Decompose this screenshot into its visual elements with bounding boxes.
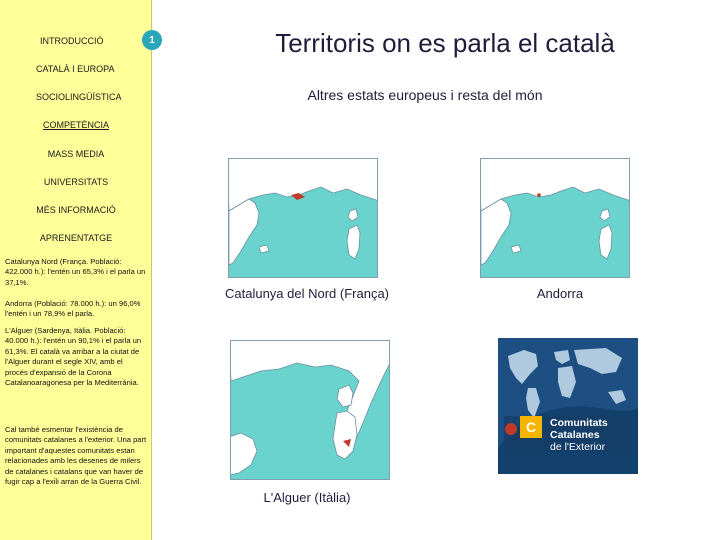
text-andorra: Andorra (Població: 78.000 h.): un 96,0% l'entén i un 78,9% el parla. [5,299,141,319]
nav-sociolinguistica[interactable]: SOCIOLINGÜÍSTICA [36,92,122,102]
text-comunitats-exterior: Cal també esmentar l'existència de comunitats catalanes a l'exterior. Una part important d'aquestes comunitats estan relacionades amb les desenes de milers de catalanes i catalans que van haver de fugir cap a l'exili arran de la Guerra Civil. [5,425,147,487]
logo-red-dot [505,423,517,435]
page-number-badge: 1 [142,30,162,50]
nav-catala-i-europa[interactable]: CATALÀ I EUROPA [36,64,115,74]
world-map-icon [498,338,638,474]
logo-text-line2: Catalanes [550,429,600,441]
nav-mass-media[interactable]: MASS MEDIA [47,149,105,159]
logo-text-line3: de l'Exterior [550,441,606,453]
nav-universitats[interactable]: UNIVERSITATS [43,177,109,187]
comunitats-catalanes-logo [498,338,638,474]
map-catalunya-nord [228,158,378,278]
map-andorra [480,158,630,278]
map-alguer [230,340,390,480]
logo-text-line1: Comunitats [550,417,608,429]
caption-andorra: Andorra [536,286,584,301]
nav-introduccio[interactable]: INTRODUCCIÓ [40,36,104,46]
nav-aprenentatge[interactable]: APRENENTATGE [39,233,113,243]
nav-mes-informacio[interactable]: MÉS INFORMACIÓ [36,205,116,215]
sidebar [0,0,152,540]
text-alguer: L'Alguer (Sardenya, Itàlia. Població: 40.000 h.): l'entén un 90,1% i el parla un 61,3%. El català va arribar a la ciutat de l'Alguer durant el segle XIV, amb el procés d'expansió de la Corona Catalanoaragonesa per la Mediterrània. [5,326,142,388]
caption-alguer: L'Alguer (Itàlia) [263,490,351,505]
page-subtitle: Altres estats europeus i resta del món [307,87,543,103]
caption-catalunya-nord: Catalunya del Nord (França) [224,286,390,301]
text-catalunya-nord: Catalunya Nord (França. Població: 422.000 h.): l'entén un 65,3% i el parla un 37,1%. [5,257,146,287]
logo-c-mark: C [520,416,542,438]
nav-competencia[interactable]: COMPETÈNCIA [42,120,109,130]
andorra-highlight [537,193,541,197]
page-title: Territoris on es parla el català [275,28,615,58]
